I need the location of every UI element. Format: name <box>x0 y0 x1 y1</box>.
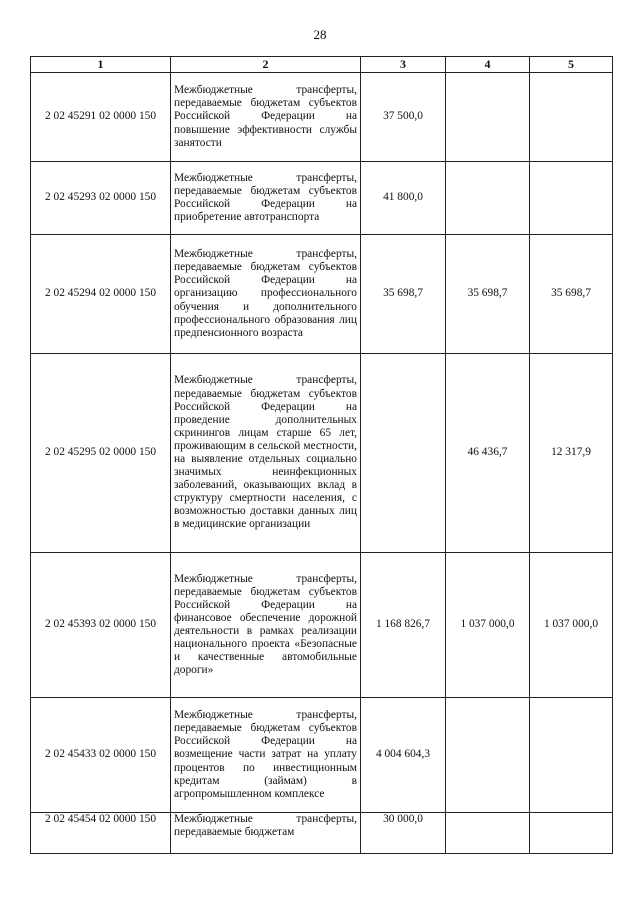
amount-col4 <box>446 813 530 854</box>
table-row <box>31 813 613 854</box>
revenue-code: 2 02 45294 02 0000 150 <box>31 235 171 354</box>
amount-col5 <box>530 162 613 235</box>
amount-col3: 41 800,0 <box>361 162 446 235</box>
revenue-code: 2 02 45433 02 0000 150 <box>31 698 171 813</box>
amount-col4 <box>446 73 530 162</box>
amount-col3: 37 500,0 <box>361 73 446 162</box>
revenue-description: Межбюджетные трансферты, передаваемые бюджетам субъектов Российской Федерации на повышение эффективности службы занятости <box>171 73 361 162</box>
column-header-3: 3 <box>361 57 446 73</box>
table-row <box>31 73 613 162</box>
column-header-2: 2 <box>171 57 361 73</box>
amount-col5 <box>530 698 613 813</box>
revenue-description: Межбюджетные трансферты, передаваемые бюджетам субъектов Российской Федерации на финансовое обеспечение дорожной деятельности в рамках реализации национального проекта «Безопасные и качественные автомобильные дороги» <box>171 553 361 698</box>
amount-col4: 1 037 000,0 <box>446 553 530 698</box>
amount-col5: 12 317,9 <box>530 354 613 553</box>
amount-col3: 4 004 604,3 <box>361 698 446 813</box>
budget-revenue-table <box>30 56 613 854</box>
amount-col5: 1 037 000,0 <box>530 553 613 698</box>
revenue-description: Межбюджетные трансферты, передаваемые бюджетам субъектов Российской Федерации на проведение дополнительных скринингов лицам старше 65 лет, проживающим в сельской местности, на выявление отдельных социально значимых неинфекционных заболеваний, оказывающих вклад в структуру смертности населения, с возможностью доставки данных лиц в медицинские организации <box>171 354 361 553</box>
amount-col4 <box>446 162 530 235</box>
table-row <box>31 354 613 553</box>
revenue-description: Межбюджетные трансферты, передаваемые бюджетам субъектов Российской Федерации на организацию профессионального обучения и дополнительного профессионального образования лиц предпенсионного возраста <box>171 235 361 354</box>
amount-col3: 30 000,0 <box>361 813 446 854</box>
revenue-description: Межбюджетные трансферты, передаваемые бюджетам субъектов Российской Федерации на приобретение автотранспорта <box>171 162 361 235</box>
amount-col5 <box>530 73 613 162</box>
amount-col4 <box>446 698 530 813</box>
amount-col4: 35 698,7 <box>446 235 530 354</box>
amount-col3: 1 168 826,7 <box>361 553 446 698</box>
table-row <box>31 698 613 813</box>
table-row <box>31 162 613 235</box>
table-header-row <box>31 57 613 73</box>
amount-col3 <box>361 354 446 553</box>
amount-col3: 35 698,7 <box>361 235 446 354</box>
column-header-5: 5 <box>530 57 613 73</box>
revenue-description: Межбюджетные трансферты, передаваемые бюджетам субъектов Российской Федерации на возмещение части затрат на уплату процентов по инвестиционным кредитам (займам) в агропромышленном комплексе <box>171 698 361 813</box>
amount-col4: 46 436,7 <box>446 354 530 553</box>
revenue-code: 2 02 45393 02 0000 150 <box>31 553 171 698</box>
column-header-1: 1 <box>31 57 171 73</box>
column-header-4: 4 <box>446 57 530 73</box>
revenue-code: 2 02 45454 02 0000 150 <box>31 813 171 854</box>
table-row <box>31 553 613 698</box>
revenue-description: Межбюджетные трансферты, передаваемые бюджетам <box>171 813 361 854</box>
amount-col5: 35 698,7 <box>530 235 613 354</box>
table-row <box>31 235 613 354</box>
page-number: 28 <box>313 27 327 42</box>
revenue-code: 2 02 45291 02 0000 150 <box>31 73 171 162</box>
revenue-code: 2 02 45293 02 0000 150 <box>31 162 171 235</box>
revenue-code: 2 02 45295 02 0000 150 <box>31 354 171 553</box>
amount-col5 <box>530 813 613 854</box>
